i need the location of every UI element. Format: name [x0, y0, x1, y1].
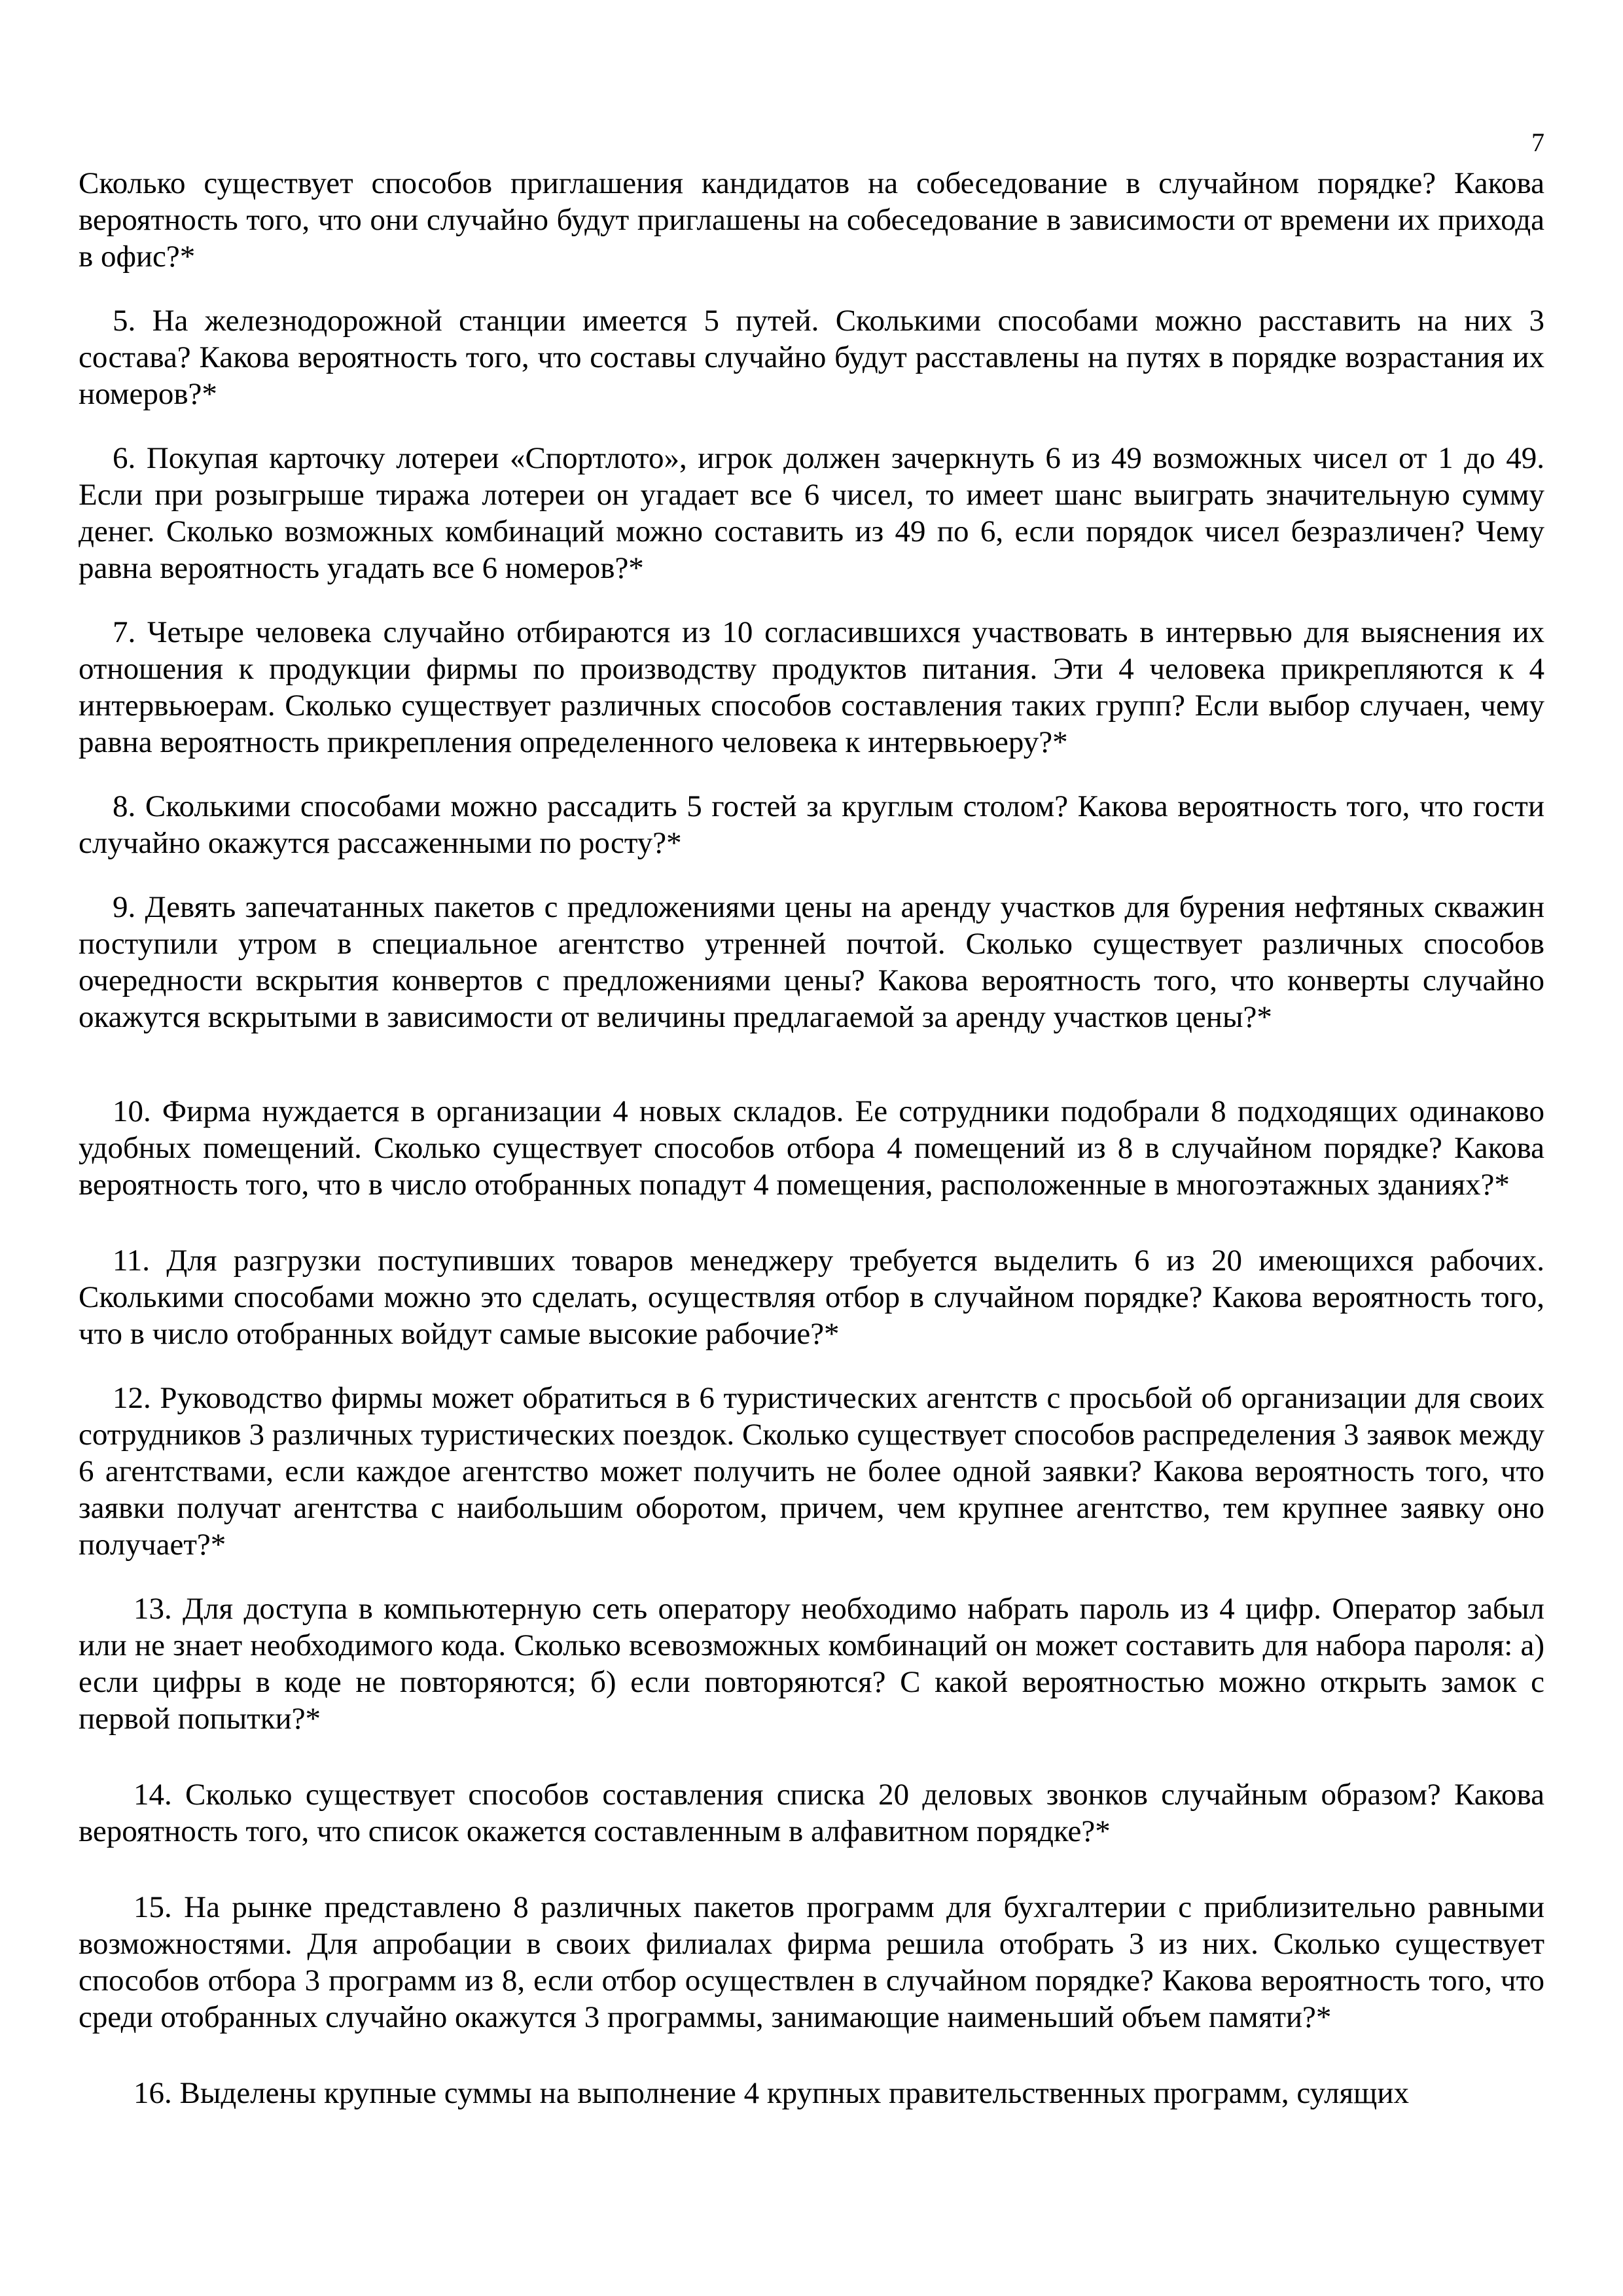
problem-15: 15. На рынке представлено 8 различных пакетов программ для бухгалтерии с приблизительно равными возможностями. Для апробации в своих филиалах фирма решила отобрать 3 из них. Сколько существует способов отбора 3 программ из 8, если отбор осуществлен в случайном порядке? Какова вероятность того, что среди отобранных случайно окажутся 3 программы, занимающие наименьший объем памяти?* — [79, 1890, 1544, 2034]
problem-9: 9. Девять запечатанных пакетов с предложениями цены на аренду участков для бурения нефтяных скважин поступили утром в специальное агентство утренней почтой. Сколько существует различных способов очередности вскрытия конвертов с предложениями цены? Какова вероятность того, что конверты случайно окажутся вскрытыми в зависимости от величины предлагаемой за аренду участков цены?* — [79, 890, 1544, 1034]
problem-13: 13. Для доступа в компьютерную сеть оператору необходимо набрать пароль из 4 цифр. Оператор забыл или не знает необходимого кода. Сколько всевозможных комбинаций он может составить для набора пароля: а) если цифры в коде не повторяются; б) если повторяются? С какой вероятностью можно открыть замок с первой попытки?* — [79, 1592, 1544, 1736]
document-body — [79, 165, 1544, 2111]
problem-11: 11. Для разгрузки поступивших товаров менеджеру требуется выделить 6 из 20 имеющихся рабочих. Сколькими способами можно это сделать, осуществляя отбор в случайном порядке? Какова вероятность того, что в число отобранных войдут самые высокие рабочие?* — [79, 1244, 1544, 1351]
problem-7: 7. Четыре человека случайно отбираются из 10 согласившихся участвовать в интервью для выяснения их отношения к продукции фирмы по производству продуктов питания. Эти 4 человека прикрепляются к 4 интервьюерам. Сколько существует различных способов составления таких групп? Если выбор случаен, чему равна вероятность прикрепления определенного человека к интервьюеру?* — [79, 615, 1544, 759]
problem-14: 14. Сколько существует способов составления списка 20 деловых звонков случайным образом? Какова вероятность того, что список окажется составленным в алфавитном порядке?* — [79, 1778, 1544, 1848]
problem-16: 16. Выделены крупные суммы на выполнение 4 крупных правительственных программ, сулящих — [134, 2076, 1410, 2110]
problem-10: 10. Фирма нуждается в организации 4 новых складов. Ее сотрудники подобрали 8 подходящих одинаково удобных помещений. Сколько существует способов отбора 4 помещений из 8 в случайном порядке? Какова вероятность того, что в число отобранных попадут 4 помещения, расположенные в многоэтажных зданиях?* — [79, 1094, 1544, 1202]
page-number: 7 — [1531, 128, 1544, 157]
problem-5: 5. На железнодорожной станции имеется 5 путей. Сколькими способами можно расставить на них 3 состава? Какова вероятность того, что составы случайно будут расставлены на путях в порядке возрастания их номеров?* — [79, 304, 1544, 411]
problem-12: 12. Руководство фирмы может обратиться в 6 туристических агентств с просьбой об организации для своих сотрудников 3 различных туристических поездок. Сколько существует способов распределения 3 заявок между 6 агентствами, если каждое агентство может получить не более одной заявки? Какова вероятность того, что заявки получат агентства с наибольшим оборотом, причем, чем крупнее агентство, тем крупнее заявку оно получает?* — [79, 1381, 1544, 1562]
paragraph-continuation: Сколько существует способов приглашения кандидатов на собеседование в случайном порядке? Какова вероятность того, что они случайно будут приглашены на собеседование в зависимости от времени их прихода в офис?* — [79, 166, 1544, 274]
problem-8: 8. Сколькими способами можно рассадить 5 гостей за круглым столом? Какова вероятность того, что гости случайно окажутся рассаженными по росту?* — [79, 789, 1544, 860]
problem-6: 6. Покупая карточку лотереи «Спортлото», игрок должен зачеркнуть 6 из 49 возможных чисел от 1 до 49. Если при розыгрыше тиража лотереи он угадает все 6 чисел, то имеет шанс выиграть значительную сумму денег. Сколько возможных комбинаций можно составить из 49 по 6, если порядок чисел безразличен? Чему равна вероятность угадать все 6 номеров?* — [79, 441, 1544, 585]
